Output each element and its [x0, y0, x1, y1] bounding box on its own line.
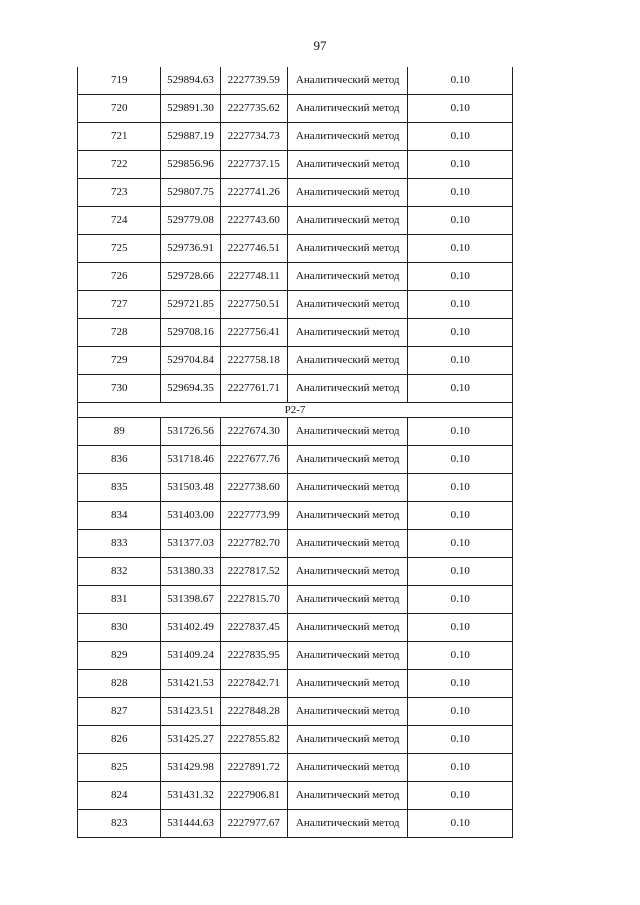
- table-row: [78, 179, 513, 207]
- x-coordinate-cell: 531398.67: [161, 586, 220, 614]
- precision-cell: 0.10: [408, 754, 513, 782]
- y-coordinate-cell: 2227743.60: [220, 207, 287, 235]
- table-row: [78, 698, 513, 726]
- x-coordinate-cell: 529887.19: [161, 123, 220, 151]
- precision-cell: 0.10: [408, 123, 513, 151]
- point-number-cell: 727: [78, 291, 161, 319]
- method-cell: Аналитический метод: [287, 530, 408, 558]
- point-number-cell: 834: [78, 502, 161, 530]
- method-cell: Аналитический метод: [287, 810, 408, 838]
- section-label: Р2-7: [78, 403, 513, 418]
- y-coordinate-cell: 2227782.70: [220, 530, 287, 558]
- point-number-cell: 719: [78, 67, 161, 95]
- table-row: [78, 502, 513, 530]
- x-coordinate-cell: 531503.48: [161, 474, 220, 502]
- method-cell: Аналитический метод: [287, 502, 408, 530]
- precision-cell: 0.10: [408, 782, 513, 810]
- table-row: [78, 207, 513, 235]
- table-row: [78, 235, 513, 263]
- table-row: [78, 95, 513, 123]
- y-coordinate-cell: 2227737.15: [220, 151, 287, 179]
- point-number-cell: 833: [78, 530, 161, 558]
- x-coordinate-cell: 529694.35: [161, 375, 220, 403]
- x-coordinate-cell: 531402.49: [161, 614, 220, 642]
- point-number-cell: 723: [78, 179, 161, 207]
- precision-cell: 0.10: [408, 207, 513, 235]
- y-coordinate-cell: 2227756.41: [220, 319, 287, 347]
- table-row: [78, 810, 513, 838]
- y-coordinate-cell: 2227750.51: [220, 291, 287, 319]
- x-coordinate-cell: 529856.96: [161, 151, 220, 179]
- y-coordinate-cell: 2227739.59: [220, 67, 287, 95]
- precision-cell: 0.10: [408, 614, 513, 642]
- y-coordinate-cell: 2227735.62: [220, 95, 287, 123]
- precision-cell: 0.10: [408, 474, 513, 502]
- point-number-cell: 824: [78, 782, 161, 810]
- precision-cell: 0.10: [408, 151, 513, 179]
- method-cell: Аналитический метод: [287, 558, 408, 586]
- y-coordinate-cell: 2227837.45: [220, 614, 287, 642]
- x-coordinate-cell: 529894.63: [161, 67, 220, 95]
- precision-cell: 0.10: [408, 179, 513, 207]
- precision-cell: 0.10: [408, 642, 513, 670]
- method-cell: Аналитический метод: [287, 123, 408, 151]
- y-coordinate-cell: 2227848.28: [220, 698, 287, 726]
- point-number-cell: 89: [78, 418, 161, 446]
- precision-cell: 0.10: [408, 263, 513, 291]
- precision-cell: 0.10: [408, 319, 513, 347]
- y-coordinate-cell: 2227815.70: [220, 586, 287, 614]
- method-cell: Аналитический метод: [287, 263, 408, 291]
- precision-cell: 0.10: [408, 586, 513, 614]
- y-coordinate-cell: 2227746.51: [220, 235, 287, 263]
- precision-cell: 0.10: [408, 670, 513, 698]
- x-coordinate-cell: 531425.27: [161, 726, 220, 754]
- point-number-cell: 829: [78, 642, 161, 670]
- x-coordinate-cell: 531377.03: [161, 530, 220, 558]
- point-number-cell: 720: [78, 95, 161, 123]
- method-cell: Аналитический метод: [287, 235, 408, 263]
- y-coordinate-cell: 2227906.81: [220, 782, 287, 810]
- method-cell: Аналитический метод: [287, 614, 408, 642]
- precision-cell: 0.10: [408, 235, 513, 263]
- y-coordinate-cell: 2227891.72: [220, 754, 287, 782]
- y-coordinate-cell: 2227855.82: [220, 726, 287, 754]
- x-coordinate-cell: 531403.00: [161, 502, 220, 530]
- x-coordinate-cell: 529704.84: [161, 347, 220, 375]
- table-row: [78, 530, 513, 558]
- table-row: [78, 291, 513, 319]
- precision-cell: 0.10: [408, 810, 513, 838]
- section-header-row: [78, 403, 513, 418]
- x-coordinate-cell: 531431.32: [161, 782, 220, 810]
- table-row: [78, 375, 513, 403]
- x-coordinate-cell: 529807.75: [161, 179, 220, 207]
- point-number-cell: 726: [78, 263, 161, 291]
- table-row: [78, 642, 513, 670]
- x-coordinate-cell: 531429.98: [161, 754, 220, 782]
- table-row: [78, 123, 513, 151]
- x-coordinate-cell: 529721.85: [161, 291, 220, 319]
- method-cell: Аналитический метод: [287, 586, 408, 614]
- method-cell: Аналитический метод: [287, 67, 408, 95]
- precision-cell: 0.10: [408, 67, 513, 95]
- table-row: [78, 67, 513, 95]
- table-row: [78, 347, 513, 375]
- x-coordinate-cell: 531423.51: [161, 698, 220, 726]
- method-cell: Аналитический метод: [287, 698, 408, 726]
- x-coordinate-cell: 529779.08: [161, 207, 220, 235]
- point-number-cell: 724: [78, 207, 161, 235]
- table-row: [78, 670, 513, 698]
- point-number-cell: 825: [78, 754, 161, 782]
- method-cell: Аналитический метод: [287, 670, 408, 698]
- method-cell: Аналитический метод: [287, 319, 408, 347]
- method-cell: Аналитический метод: [287, 446, 408, 474]
- precision-cell: 0.10: [408, 418, 513, 446]
- point-number-cell: 728: [78, 319, 161, 347]
- point-number-cell: 823: [78, 810, 161, 838]
- method-cell: Аналитический метод: [287, 782, 408, 810]
- method-cell: Аналитический метод: [287, 151, 408, 179]
- table-row: [78, 558, 513, 586]
- method-cell: Аналитический метод: [287, 95, 408, 123]
- method-cell: Аналитический метод: [287, 207, 408, 235]
- x-coordinate-cell: 531409.24: [161, 642, 220, 670]
- method-cell: Аналитический метод: [287, 474, 408, 502]
- precision-cell: 0.10: [408, 502, 513, 530]
- y-coordinate-cell: 2227677.76: [220, 446, 287, 474]
- point-number-cell: 827: [78, 698, 161, 726]
- y-coordinate-cell: 2227773.99: [220, 502, 287, 530]
- table-row: [78, 586, 513, 614]
- method-cell: Аналитический метод: [287, 418, 408, 446]
- method-cell: Аналитический метод: [287, 375, 408, 403]
- x-coordinate-cell: 531380.33: [161, 558, 220, 586]
- y-coordinate-cell: 2227761.71: [220, 375, 287, 403]
- x-coordinate-cell: 531421.53: [161, 670, 220, 698]
- y-coordinate-cell: 2227977.67: [220, 810, 287, 838]
- y-coordinate-cell: 2227674.30: [220, 418, 287, 446]
- table-row: [78, 446, 513, 474]
- method-cell: Аналитический метод: [287, 726, 408, 754]
- x-coordinate-cell: 529736.91: [161, 235, 220, 263]
- precision-cell: 0.10: [408, 446, 513, 474]
- x-coordinate-cell: 529708.16: [161, 319, 220, 347]
- precision-cell: 0.10: [408, 95, 513, 123]
- table-row: [78, 474, 513, 502]
- y-coordinate-cell: 2227835.95: [220, 642, 287, 670]
- page-number: 97: [313, 38, 327, 53]
- y-coordinate-cell: 2227734.73: [220, 123, 287, 151]
- method-cell: Аналитический метод: [287, 642, 408, 670]
- x-coordinate-cell: 531726.56: [161, 418, 220, 446]
- y-coordinate-cell: 2227741.26: [220, 179, 287, 207]
- table-row: [78, 614, 513, 642]
- method-cell: Аналитический метод: [287, 754, 408, 782]
- method-cell: Аналитический метод: [287, 291, 408, 319]
- precision-cell: 0.10: [408, 530, 513, 558]
- y-coordinate-cell: 2227758.18: [220, 347, 287, 375]
- coordinates-table-body: [78, 67, 513, 838]
- point-number-cell: 725: [78, 235, 161, 263]
- point-number-cell: 836: [78, 446, 161, 474]
- table-row: [78, 319, 513, 347]
- y-coordinate-cell: 2227738.60: [220, 474, 287, 502]
- point-number-cell: 828: [78, 670, 161, 698]
- method-cell: Аналитический метод: [287, 179, 408, 207]
- precision-cell: 0.10: [408, 375, 513, 403]
- x-coordinate-cell: 531718.46: [161, 446, 220, 474]
- precision-cell: 0.10: [408, 347, 513, 375]
- point-number-cell: 729: [78, 347, 161, 375]
- table-row: [78, 418, 513, 446]
- table-row: [78, 151, 513, 179]
- table-row: [78, 726, 513, 754]
- y-coordinate-cell: 2227748.11: [220, 263, 287, 291]
- coordinates-table: [77, 67, 513, 838]
- point-number-cell: 722: [78, 151, 161, 179]
- method-cell: Аналитический метод: [287, 347, 408, 375]
- precision-cell: 0.10: [408, 698, 513, 726]
- y-coordinate-cell: 2227817.52: [220, 558, 287, 586]
- point-number-cell: 835: [78, 474, 161, 502]
- point-number-cell: 831: [78, 586, 161, 614]
- table-row: [78, 754, 513, 782]
- precision-cell: 0.10: [408, 726, 513, 754]
- point-number-cell: 721: [78, 123, 161, 151]
- x-coordinate-cell: 529891.30: [161, 95, 220, 123]
- point-number-cell: 826: [78, 726, 161, 754]
- table-row: [78, 782, 513, 810]
- point-number-cell: 832: [78, 558, 161, 586]
- point-number-cell: 730: [78, 375, 161, 403]
- precision-cell: 0.10: [408, 558, 513, 586]
- point-number-cell: 830: [78, 614, 161, 642]
- precision-cell: 0.10: [408, 291, 513, 319]
- table-row: [78, 263, 513, 291]
- x-coordinate-cell: 529728.66: [161, 263, 220, 291]
- x-coordinate-cell: 531444.63: [161, 810, 220, 838]
- y-coordinate-cell: 2227842.71: [220, 670, 287, 698]
